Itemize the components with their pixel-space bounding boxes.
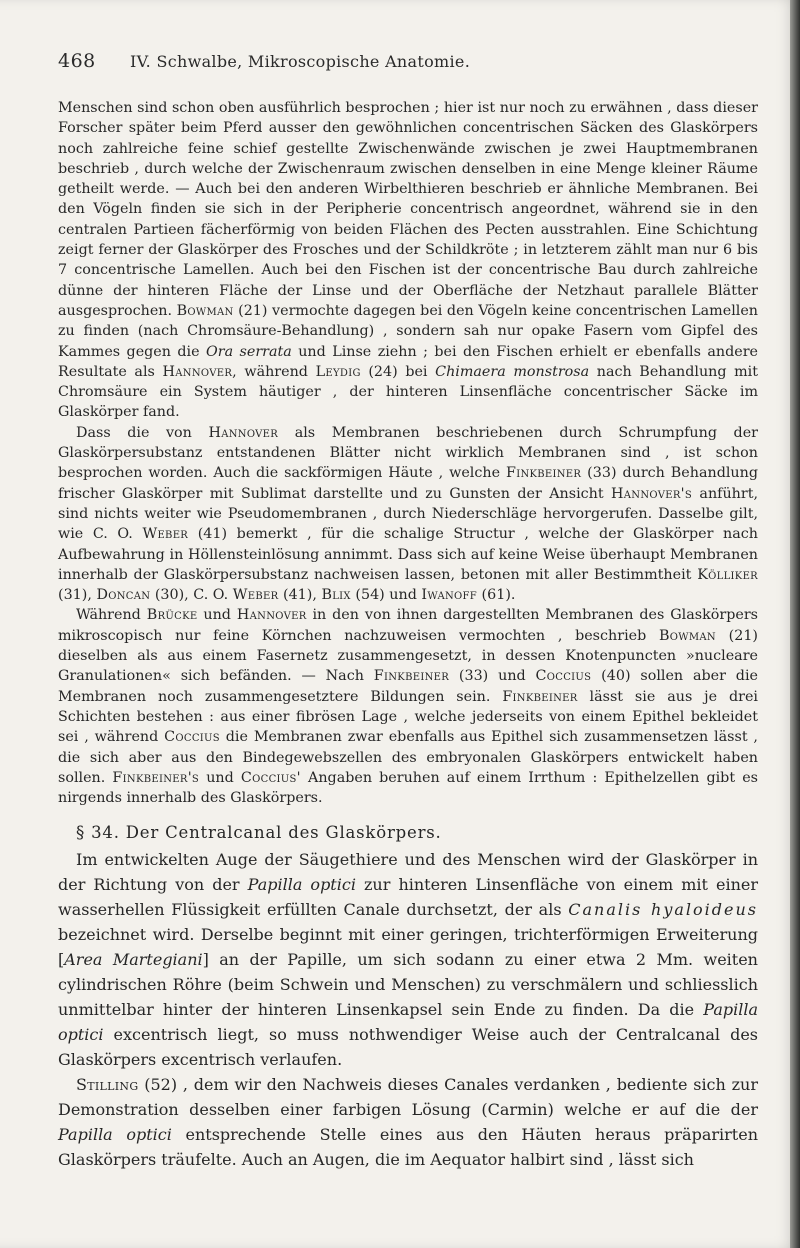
running-head: IV. Schwalbe, Mikroscopische Anatomie. [130, 52, 471, 71]
author-name: Bowman [176, 302, 234, 319]
text: und [197, 607, 237, 624]
section-paragraph-2 [58, 1072, 758, 1172]
author-name: Blix [321, 587, 351, 604]
latin-term: Papilla optici [58, 1000, 758, 1045]
text: (33) und [449, 668, 536, 685]
author-name: Finkbeiner [505, 465, 582, 482]
author-name: Weber [142, 526, 189, 543]
latin-term: Area Martegiani [64, 950, 203, 970]
author-name: Coccius [535, 668, 592, 685]
section-34 [58, 820, 758, 1172]
text: (41), [278, 587, 322, 604]
author-name: Hannover [208, 424, 279, 441]
text: und Linse ziehn ; bei den Fischen erhielt er ebenfalls andere Resultate als [58, 343, 758, 380]
text: (21) dieselben als aus einem Fasernetz zusammengesetzt, in dessen Knotenpuncten »nucleare Granulationen« sich befänden. — Nach [58, 627, 758, 685]
text: die Membranen zwar ebenfalls aus Epithel sich zusammensetzen lässt , die sich aber aus den Bindegewebszellen des embryonalen Glaskörpers entwickelt haben sollen. [58, 729, 758, 786]
text: bezeichnet wird. Derselbe beginnt mit einer geringen, trichterförmigen Erweiterung [ [58, 925, 758, 970]
text: excentrisch liegt, so muss nothwendiger Weise auch der Centralcanal des Glaskörpers excentrisch verlaufen. [58, 1025, 758, 1070]
text: (61). [477, 587, 516, 604]
text: (52) , dem wir den Nachweis dieses Canales verdanken , bediente sich zur Demonstration desselben einer farbigen Lösung (Carmin) welche er auf die der [58, 1075, 758, 1120]
text: (33) durch Behandlung frischer Glaskörper mit Sublimat darstellte und zu Gunsten der Ansicht [58, 465, 758, 502]
text: und [199, 769, 241, 786]
text: Menschen sind schon oben ausführlich besprochen ; hier ist nur noch zu erwähnen , dass dieser Forscher später beim Pferd ausser den gewöhnlichen concentrischen Säcken des Glaskörpers noch zahlreiche feine schief gestellte Zwischenwände zwischen je zwei Hauptmembranen beschrieb , durch welche der Zwischenraum zwischen denselben in eine Menge kleiner Räume getheilt werde. — Auch bei den anderen Wirbelthieren beschrieb er ähnliche Membranen. Bei den Vögeln finden sie sich in der Peripherie concentrisch angeordnet, während sie in den centralen Partieen fächerförmig von beiden Flächen des Pecten ausstrahlen. Eine Schichtung zeigt ferner der Glaskörper des Frosches und der Schildkröte ; in letzterem zählt man nur 6 bis 7 concentrische Lamellen. Auch bei den Fischen ist der concentrische Bau durch zahlreiche dünne der hinteren Fläche der Linse und der Oberfläche der Netzhaut parallele Blätter ausgesprochen. [58, 100, 758, 319]
text: , während [232, 363, 316, 380]
page-header [58, 50, 748, 76]
latin-term: Chimaera monstrosa [435, 363, 590, 380]
text: Angaben beruhen auf einem Irrthum : Epithelzellen gibt es nirgends innerhalb des Glaskörpers. [58, 769, 758, 807]
author-name: Bowman [658, 627, 716, 644]
author-name: Hannover's [611, 485, 693, 502]
author-name: Iwanoff [421, 587, 477, 604]
section-paragraph-1 [58, 847, 758, 1072]
text: (41) bemerkt , für die schalige Structur , welche der Glaskörper nach Aufbewahrung in Höllensteinlösung annimmt. Dass sich auf keine Weise überhaupt Membranen innerhalb der Glaskörpersubstanz nachweisen lassen, betonen mit aller Bestimmtheit [58, 526, 758, 583]
text: ] an der Papille, um sich sodann zu einer etwa 2 Mm. weiten cylindrischen Röhre (beim Schwein und Menschen) zu verschmälern und schliesslich unmittelbar hinter der hinteren Linsenkapsel sein Ende zu finden. Da die [58, 950, 758, 1020]
text: zur hinteren Linsenfläche von einem mit einer wasserhellen Flüssigkeit erfüllten Canale durchsetzt, der als [58, 875, 758, 920]
text: (31), [58, 587, 97, 604]
author-name: Leydig [315, 363, 361, 380]
text: anführt, sind nichts weiter wie Pseudomembranen , durch Niederschläge hervorgerufen. Dasselbe gilt, wie C. O. [58, 485, 758, 543]
latin-term: Canalis hyaloideus [568, 900, 759, 920]
text: als Membranen beschriebenen durch Schrumpfung der Glaskörpersubstanz entstandenen Blätter nicht wirklich Membranen sind , ist schon besprochen worden. Auch die sackförmigen Häute , welche [58, 424, 759, 482]
author-name: Brücke [146, 607, 198, 624]
text: in den von ihnen dargestellten Membranen des Glaskörpers mikroscopisch nur feine Körnchen nachzuweisen vermochten , beschrieb [58, 607, 758, 644]
latin-term: Papilla optici [58, 1125, 172, 1145]
author-name: Hannover [162, 363, 233, 380]
text: nach Behandlung mit Chromsäure ein System häutiger , der hinteren Linsenfläche concentrischer Säcke im Glaskörper fand. [58, 363, 758, 421]
author-name: Finkbeiner's [112, 769, 200, 786]
text: Während [76, 607, 147, 624]
text: (54) und [350, 587, 422, 604]
paragraph-3 [58, 605, 758, 808]
body-text [58, 98, 758, 1172]
latin-term: Papilla optici [247, 875, 356, 895]
text: (24) bei [360, 363, 436, 380]
page-edge-shadow [790, 0, 800, 1248]
author-name: Doncan [96, 587, 151, 604]
paragraph-2 [58, 423, 758, 606]
author-name: Coccius' [240, 769, 301, 786]
author-name: Finkbeiner [502, 688, 578, 705]
text: (21) vermochte dagegen bei den Vögeln keine concentrischen Lamellen zu finden (nach Chromsäure-Behandlung) , sondern sah nur opake Fasern vom Gipfel des Kammes gegen die [58, 302, 759, 360]
author-name: Finkbeiner [373, 668, 450, 685]
author-name: Weber [232, 587, 279, 604]
text: Dass die von [76, 424, 209, 441]
text: lässt sie aus je drei Schichten bestehen : aus einer fibrösen Lage , welche jederseits von einem Epithel bekleidet sei , während [58, 688, 758, 746]
page-number: 468 [58, 50, 96, 72]
author-name: Coccius [164, 729, 220, 746]
author-name: Hannover [236, 607, 307, 624]
author-name: Kölliker [697, 566, 758, 583]
author-name: Stilling [76, 1075, 139, 1095]
latin-term: Ora serrata [206, 343, 292, 360]
paragraph-1 [58, 98, 758, 423]
text: (40) sollen aber die Membranen noch zusammengesetztere Bildungen sein. [58, 668, 758, 705]
text: Im entwickelten Auge der Säugethiere und des Menschen wird der Glaskörper in der Richtung von der [58, 850, 758, 895]
text: (30), C. O. [150, 587, 233, 604]
section-heading: § 34. Der Centralcanal des Glaskörpers. [76, 823, 442, 843]
text: entsprechende Stelle eines aus den Häuten heraus präparirten Glaskörpers träufelte. Auch an Augen, die im Aequator halbirt sind , lässt sich [58, 1125, 758, 1170]
